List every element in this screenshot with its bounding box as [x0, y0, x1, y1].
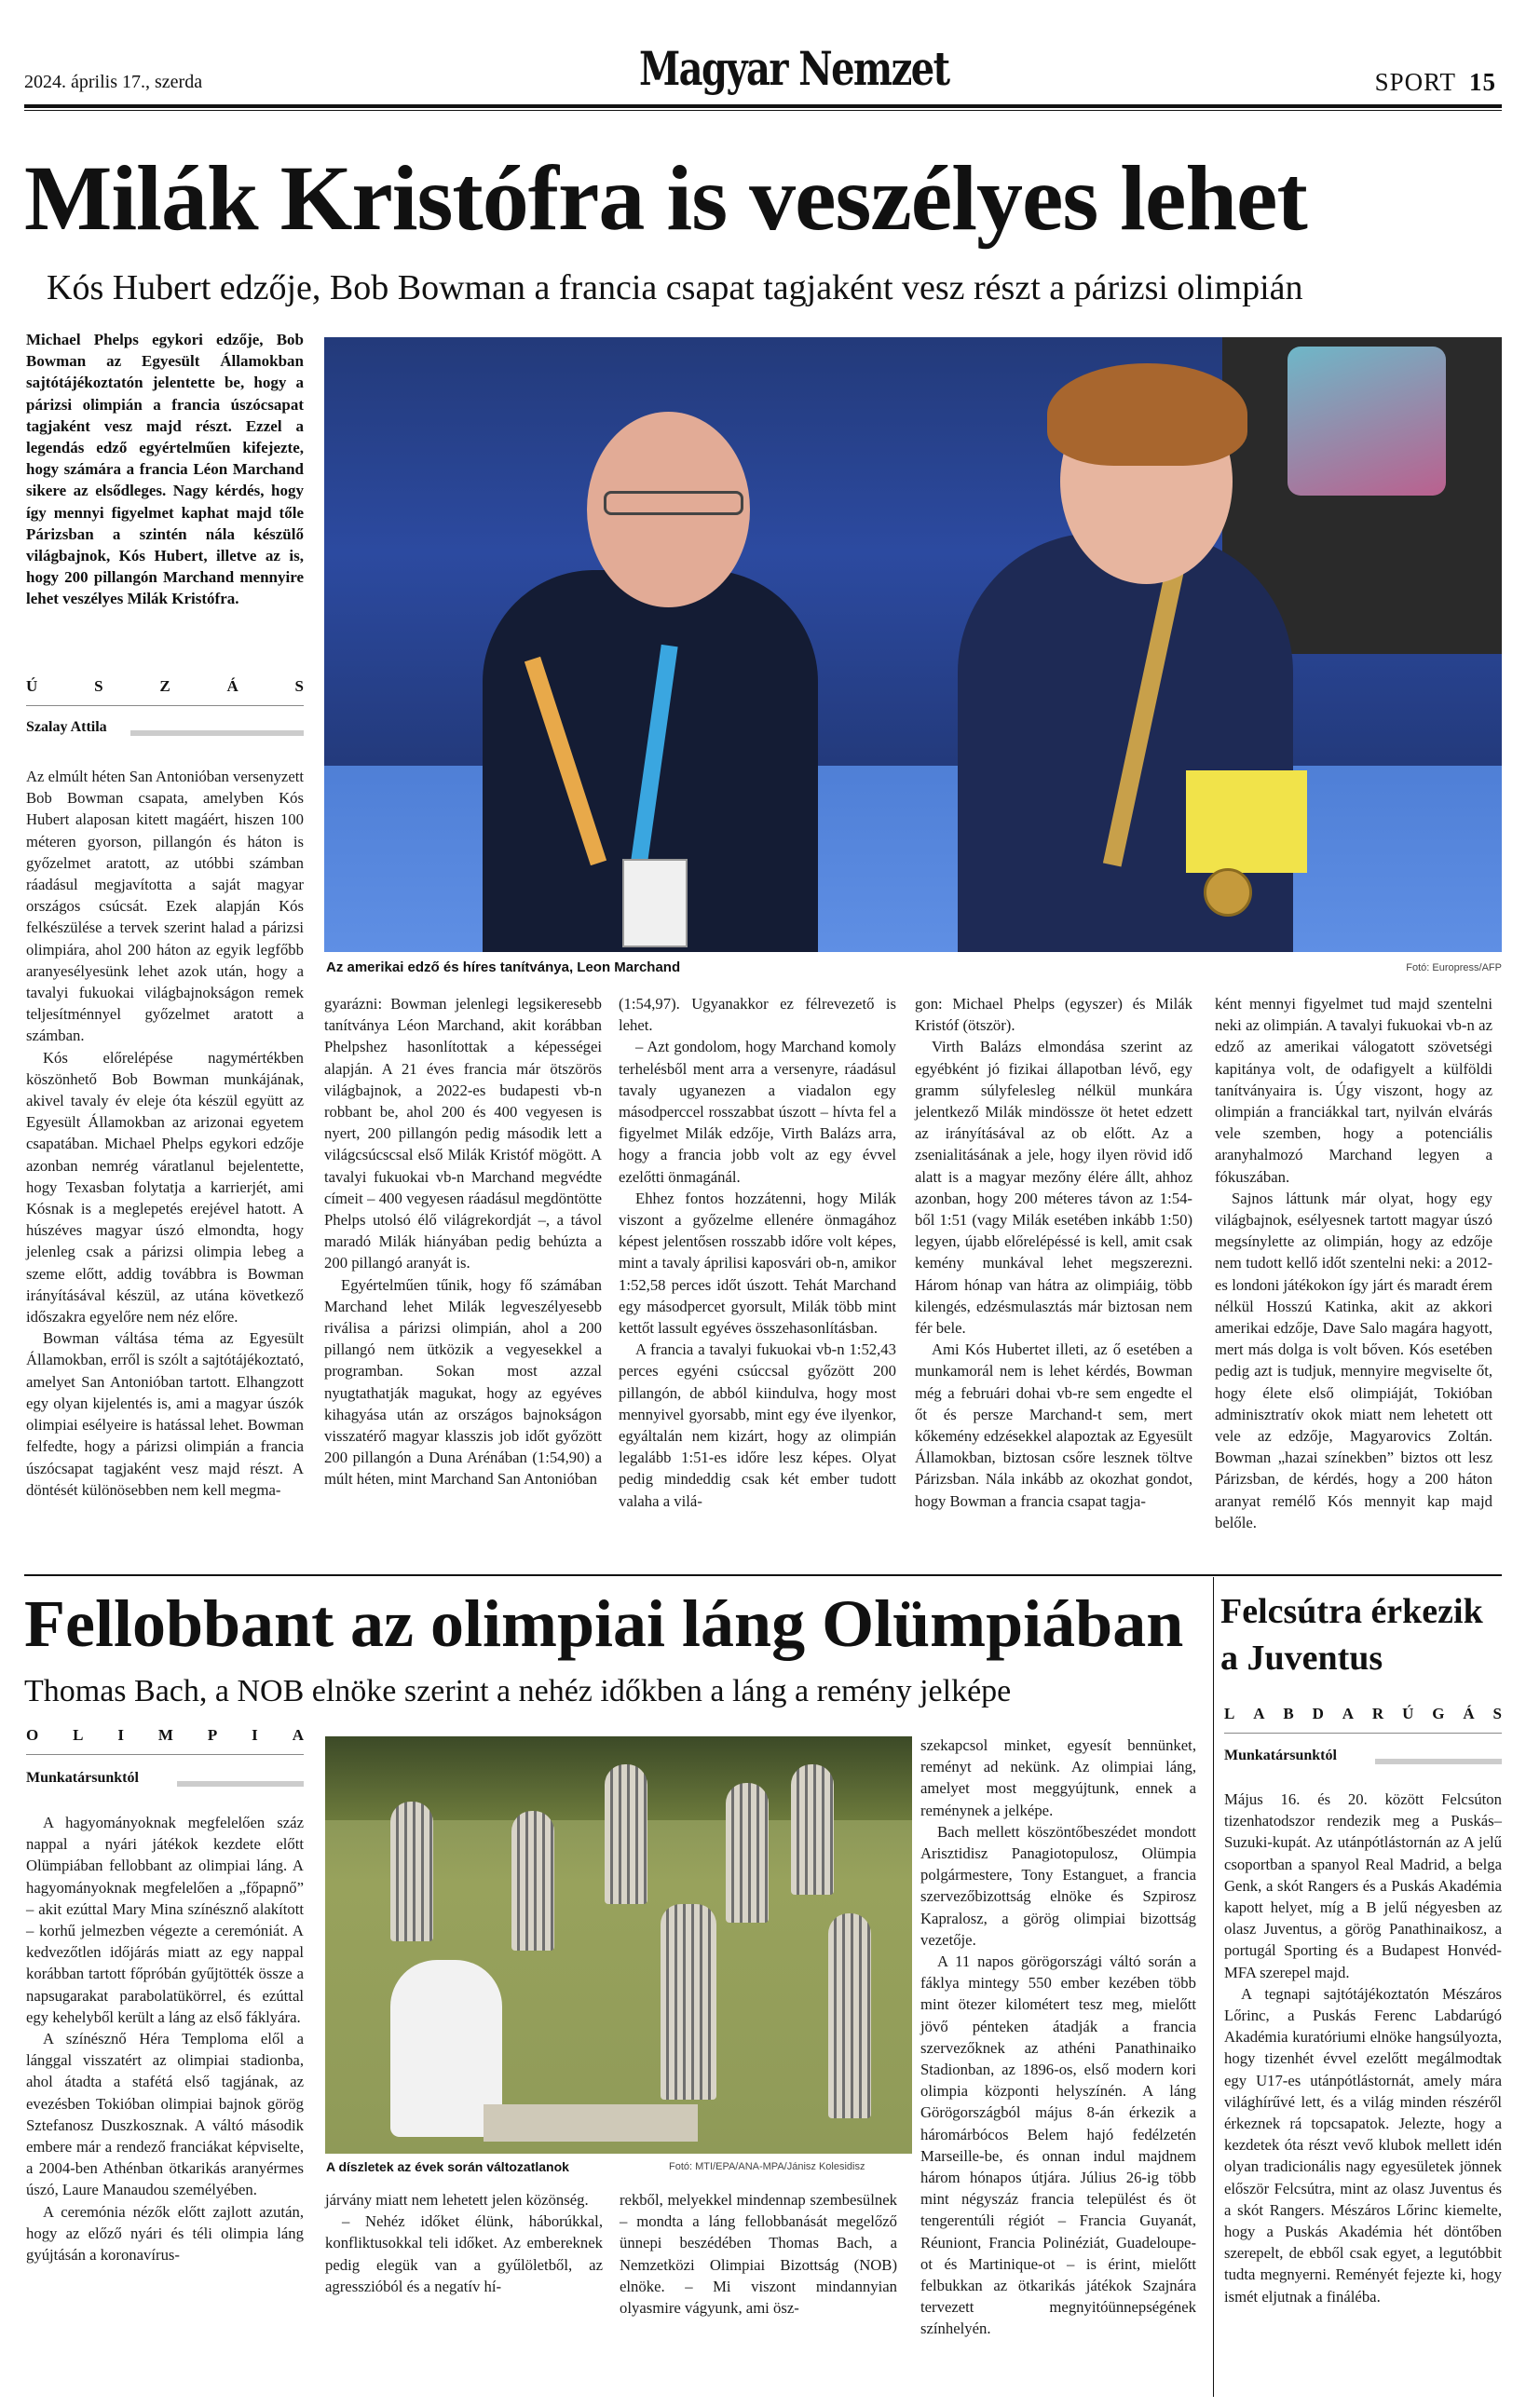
- story1-kicker: [26, 677, 304, 696]
- story1-byline: Szalay Attila: [26, 719, 107, 735]
- newspaper-logo: Magyar Nemzet: [639, 41, 949, 96]
- paragraph: Virth Balázs elmondása szerint az egyébként jó fizikai állapotban lévő, egy gramm súlyfelesleg nélkül munkára jelentkező Milák mindössze öt hetet edzett az irányításával az ob előtt. Az a zsenialitásának a jele, hogy ilyen rövid idő alatt is a magyar mezőny élére állt, ahhoz azonban, hogy 200 méteres távon az 1:54-ből 1:51 (vagy Milák esetében inkább 1:50) legyen, újabb előrelépéssé is kell, amit csak kemény munkával lehet megszerezni. Három hónap van hátra az olimpiáig, több kilengés, edzésmulasztás már biztosan nem fér bele.: [915, 1038, 1192, 1338]
- story2-subheadline: Thomas Bach, a NOB elnöke szerint a nehéz időkben a láng a remény jelképe: [24, 1674, 1012, 1708]
- kicker-letter: G: [1432, 1705, 1445, 1722]
- story2-column-2: [325, 2189, 603, 2297]
- paragraph: gon: Michael Phelps (egyszer) és Milák Kristóf (ötször).: [915, 995, 1192, 1035]
- byline-rule: [130, 730, 304, 736]
- story1-column-4: [915, 993, 1192, 1512]
- masthead-rule-thin: [24, 110, 1502, 111]
- story2-column-3: [620, 2189, 897, 2319]
- photo-priestess: [828, 1913, 871, 2118]
- photo-shirt-print: [1288, 347, 1446, 496]
- story1-column-1: [26, 766, 304, 1501]
- story1-photo-caption: Az amerikai edző és híres tanítványa, Leon Marchand: [326, 959, 681, 975]
- kicker-letter: M: [157, 1726, 173, 1744]
- story3-headline: Felcsútra érkezik a Juventus: [1220, 1592, 1483, 1678]
- photo-priestess: [390, 1802, 433, 1941]
- page-number: 15: [1469, 68, 1496, 96]
- paragraph: A tegnapi sajtótájékoztatón Mészáros Lőrinc, a Puskás Ferenc Labdarúgó Akadémia kuratóriumi elnöke hangsúlyozta, hogy tizenhét évvel ezelőtt megálmodtak egy U17-es utánpótlástornát, amely mára világhírűvé lett, és a világ minden részéről érkeznek rá topcsapatok. Jelezte, hogy a kezdetek óta részt vevő klubok mellett idén olyan tradicionális nagy egyesületek jönnek először Felcsútra, mint az olasz Juventus és a skót Rangers. Mészáros Lőrinc kiemelte, hogy a Puskás Akadémia hét döntőben szerepelt, de ebből csak egyet, a legutóbbit tudta megnyerni. Reményét fejezte ki, hogy ismét eljutnak a fináléba.: [1224, 1984, 1502, 2306]
- paragraph: Kós előrelépése nagymértékben köszönhető Bob Bowman munkájának, akivel tavaly év eleje óta készül együtt az Egyesült Államokban az arizonai egyetem csapatában. Michael Phelps egykori edzője azonban nemrég váratlanul bejelentette, hogy Texasban folytatja a karrierjét, ami Kósnak is a meglepetés erejével hatott. A húszéves magyar úszó elmondta, hogy jelenleg csak a párizsi olimpia lebeg a szeme előtt, addig továbbra is Bowman irányításával készül, az utána következő időszakra egyelőre nem néz előre.: [26, 1048, 304, 1326]
- story1-column-2: [324, 993, 602, 1490]
- kicker-letter: O: [26, 1726, 39, 1744]
- paragraph: Bowman váltása téma az Egyesült Államokban, erről is szólt a sajtótájékoztató, amelyet San Antonióban tartott. Elhangzott egy olyan kijelentés is, ami a magyar úszók olimpiai esélyeire is hatással lehet. Bowman felfedte, hogy a párizsi olimpián a francia úszócsapat tagjaként vesz majd részt. A döntését különösebben nem kell megma-: [26, 1329, 304, 1499]
- story1-column-5: [1215, 993, 1492, 1533]
- photo-bib: [1186, 770, 1307, 873]
- kicker-letter: B: [1283, 1705, 1294, 1722]
- section-header: [1375, 68, 1496, 97]
- paragraph: – Nehéz időket élünk, háborúkkal, konfliktusokkal teli időket. Az embereknek pedig elegük van a gyűlöletből, az agresszióból és a negatív hí-: [325, 2212, 603, 2295]
- kicker-letter: S: [1492, 1705, 1502, 1722]
- photo-high-priestess: [661, 1904, 716, 2100]
- paragraph: Az elmúlt héten San Antonióban versenyzett Bob Bowman csapata, amelyben Kós Hubert alaposan kitett magáért, hiszen 100 méteren gyorson, pillangón és háton is győzelmet aratott, az utóbbi számban ráadásul megjavította a saját magyar országos csúcsát. Ezek alapján Kós felkészülése a tervek szerint halad a párizsi olimpiára, ahol 200 háton az egyik legfőbb aranyesélyesünk lehet azok után, hogy a tavalyi fukuokai világbajnokságon remek teljesítménnyel győzelmet aratott a számban.: [26, 768, 304, 1045]
- photo-priestess: [605, 1764, 647, 1904]
- kicker-letter: I: [117, 1726, 125, 1744]
- paragraph: Május 16. és 20. között Felcsúton tizenhatodszor rendezik meg a Puskás–Suzuki-kupát. Az utánpótlástornán az A jelű csoportban a spanyol Real Madrid, a belga Genk, a skót Rangers és a Puskás Akadémia kapott helyet, míg a B jelű négyesben az olasz Juventus, a görög Panathinaikosz, a portugál Sporting és a Budapest Honvéd-MFA szerepel majd.: [1224, 1790, 1502, 1981]
- byline-rule: [177, 1781, 304, 1787]
- kicker-letter: P: [207, 1726, 218, 1744]
- paragraph: ként mennyi figyelmet tud majd szentelni neki az olimpián. A tavalyi fukuokai vb-n az edző az amerikai válogatott szövetségi kapitánya volt, de odafigyelt a külföldi tanítványaira is. Úgy viszont, hogy az olimpián a franciákkal tart, nyilván elvárás vele szemben, hogy a potenciális aranyhalmozó Marchand legyen a fókuszában.: [1215, 995, 1492, 1186]
- photo-accreditation-badge: [622, 859, 688, 947]
- kicker-rule: [26, 705, 304, 706]
- paragraph: Ehhez fontos hozzátenni, hogy Milák viszont a győzelme ellenére önmagához képest jelentősen rosszabb időre volt képes, mint a tavaly áprilisi kaposvári ob-n, amikor 1:52,58 perces időt úszott. Tehát Marchand egy másodpercet gyorsult, Milák több mint kettőt lassult egyéves összehasonlításban.: [619, 1189, 896, 1338]
- kicker-letter: L: [1224, 1705, 1235, 1722]
- paragraph: Sajnos láttunk már olyat, hogy egy világbajnok, esélyesnek tartott magyar úszó megsínylette az olimpián, hogy az edzője nem tudott kellő időt szentelni neki: a 2012-es londoni játékokon így járt és maradt érem nélkül Hosszú Katinka, akit az akkori amerikai edzője, Dave Salo magára hagyott, mert más dolga is volt bőven. Kós esetében pedig azt is tudjuk, mennyire megviselte őt, hogy élete első olimpiáját, Tokióban adminisztratív okok miatt nem lehetett ott vele az edzője, Magyarovics Zoltán. Bowman „hazai színekben” biztos ott lesz Párizsban, de kérdés, hogy a 200 háton aranyat remélő Kós mennyit kap majd belőle.: [1215, 1189, 1492, 1531]
- photo-priestess: [511, 1811, 554, 1951]
- story1-lead: Michael Phelps egykori edzője, Bob Bowman az Egyesült Államokban sajtótájékoztatón jelentette be, hogy a párizsi olimpián a francia úszócsapat tagjaként vesz majd részt. Ezzel a legendás edző egyértelműen kifejezte, hogy számára a francia Léon Marchand sikere az elsődleges. Nagy kérdés, hogy így mennyi figyelmet kaphat majd tőle Párizsban a szintén nála készülő világbajnok, Kós Hubert, illetve az is, hogy 200 pillangón Marchand mennyire lehet veszélyes Milák Kristófra.: [26, 331, 304, 608]
- issue-date: 2024. április 17., szerda: [24, 72, 203, 92]
- paragraph: Ami Kós Hubertet illeti, az ő esetében a munkamorál nem is lehet kérdés, Bowman még a februári dohai vb-re sem engedte el őt és persze Marchand-t sem, mert kőkemény edzésekkel alapoztak az Egyesült Államokban, biztosan csőre lesznek töltve Párizsban. Nála inkább az okozhat gondot, hogy Bowman a francia csapat tagja-: [915, 1340, 1192, 1510]
- kicker-letter: R: [1371, 1705, 1384, 1722]
- paragraph: szekapcsol minket, egyesít bennünket, reményt ad nekünk. Az olimpiai láng, amelyet most meggyújtunk, ennek a reménynek a jelképe.: [920, 1736, 1196, 1819]
- kicker-letter: Á: [1463, 1705, 1475, 1722]
- photo-altar: [484, 2104, 698, 2142]
- paragraph: – Azt gondolom, hogy Marchand komoly terhelésből ment arra a versenyre, ráadásul tavaly ugyanezen a viadalon egy másodperccel rosszabbat úszott – hívta fel a figyelmet Milák edzője, Virth Balázs arra, hogy a francia jobb volt az egy évvel ezelőtti önmagánál.: [619, 1038, 896, 1186]
- kicker-letter: S: [94, 677, 103, 695]
- story2-photo-caption: A díszletek az évek során változatlanok: [326, 2159, 569, 2174]
- story1-photo: [324, 337, 1502, 952]
- paragraph: A hagyományoknak megfelelően száz nappal a nyári játékok kezdete előtt Olümpiában fellobbant az olimpiai láng. A hagyományoknak megfelelően a „főpapnő” – akit ezúttal Mary Mina színésznő alakított – korhű jelmezben végezte a ceremóniát. A kedvezőtlen időjárás miatt az egy nappal korábban tartott főpróbán gyűjtötték össze a napsugarakat parabolatükörrel, és ezúttal egy kehelyből került a láng az első fáklyára.: [26, 1814, 304, 2026]
- kicker-letter: A: [1342, 1705, 1355, 1722]
- story2-kicker: [26, 1726, 304, 1745]
- column-divider: [1213, 1577, 1214, 2397]
- paragraph: gyarázni: Bowman jelenlegi legsikeresebb tanítványa Léon Marchand, akit korábban Phelpshez hasonlítottak a képességei alapján. A 21 éves francia már ötszörös világbajnok, a 2022-es budapesti vb-n robbant be, ahol 200 és 400 vegyesen is nyert, 200 pillangón pedig második lett a világcsúcscsal első Milák Kristóf mögött. A tavalyi fukuokai vb-n Marchand megvédte címeit – 400 vegyesen ráadásul megdöntötte Phelps utolsó élő világrekordját –, a távol maradó Milák hiányában pedig behúzta a 200 pillangó aranyát is.: [324, 995, 602, 1272]
- paragraph: A színésznő Héra Temploma elől a lánggal visszatért az olimpiai stadionba, ahol átadta a stafétá első tagjának, az evezésben Tokióban olimpiai bajnok görög Sztefanosz Duszkosznak. A váltó második embere már a rendező franciákat képviselte, a 2004-ben Athénban ötkarikás aranyérmes úszó, Laure Manaudou személyében.: [26, 2030, 304, 2199]
- story3-column-1: [1224, 1789, 1502, 2307]
- kicker-letter: I: [252, 1726, 258, 1744]
- paragraph: A 11 napos görögországi váltó során a fáklya mintegy 550 ember kezében több mint ötezer kilométert tesz meg, mielőtt jövő pénteken átadják a francia szervezőknek az athéni Panathinaiko Stadionban, az 1896-os, első modern kori olimpia központi helyszínén. A láng Görögországból május 8-án érkezik a háromárbócos Belem hajó fedélzetén Marseille-be, és onnan indul majdnem három hónapos útjára. Július 26-ig több mint négyszáz francia települést és öt tengerentúli régiót – Francia Guyanát, Réuniont, Francia Polinéziát, Guadeloupe-ot és Martinique-ot – is érint, mielőtt felbukkan az ötkarikás játékok Szajnára tervezett megnyitóünnepségének színhelyén.: [920, 1952, 1196, 2338]
- photo-glasses: [604, 491, 743, 515]
- byline-rule: [1375, 1759, 1502, 1764]
- paragraph: (1:54,97). Ugyanakkor ez félrevezető is lehet.: [619, 995, 896, 1035]
- paragraph: Egyértelműen tűnik, hogy fő számában Marchand lehet Milák legveszélyesebb riválisa a párizsi olimpián, ahol a 200 pillangó nem ütközik a vegyesekkel a programban. Sokan most azzal nyugtathatják magukat, hogy az egyéves kihagyása után az országos bajnokságon visszatérő magyar klasszis job időt győzött 200 pillangón a Duna Arénában (1:54,90) a múlt héten, mint Marchand San Antonióban: [324, 1275, 602, 1489]
- kicker-letter: Á: [226, 677, 238, 695]
- kicker-rule: [26, 1754, 304, 1755]
- photo-swimmer-hair: [1047, 363, 1247, 466]
- kicker-letter: Ú: [1402, 1705, 1414, 1722]
- story1-subheadline: Kós Hubert edzője, Bob Bowman a francia csapat tagjaként vesz részt a párizsi olimpián: [47, 268, 1303, 307]
- kicker-letter: Ú: [26, 677, 38, 695]
- story1-headline: Milák Kristófra is veszélyes lehet: [24, 146, 1307, 250]
- kicker-letter: S: [294, 677, 304, 695]
- story-divider: [24, 1574, 1502, 1576]
- paragraph: A ceremónia nézők előtt zajlott azután, hogy az előző nyári és téli olimpia láng gyújtásán a koronavírus-: [26, 2202, 304, 2265]
- story3-byline: Munkatársunktól: [1224, 1748, 1337, 1763]
- kicker-letter: D: [1312, 1705, 1324, 1722]
- kicker-letter: Z: [159, 677, 170, 695]
- paragraph: Bach mellett köszöntőbeszédet mondott Arisztidisz Panagiotopulosz, Olümpia polgármestere, Tony Estanguet, a francia szervezőbizottság elnöke és Szpirosz Kapralosz, a görög olimpiai bizottság vezetője.: [920, 1822, 1196, 1949]
- photo-priestess: [726, 1783, 769, 1923]
- story2-photo-credit: Fotó: MTI/EPA/ANA-MPA/Jánisz Kolesidisz: [669, 2161, 865, 2172]
- kicker-rule: [1224, 1733, 1502, 1734]
- paragraph: járvány miatt nem lehetett jelen közönség.: [325, 2191, 589, 2209]
- masthead-rule: [24, 104, 1502, 108]
- kicker-letter: A: [1253, 1705, 1265, 1722]
- photo-medal: [1204, 868, 1252, 917]
- story3-kicker: [1224, 1705, 1502, 1723]
- story2-byline: Munkatársunktól: [26, 1770, 139, 1786]
- section-name: SPORT: [1374, 68, 1456, 96]
- story2-photo: [325, 1736, 912, 2154]
- kicker-letter: A: [292, 1726, 304, 1744]
- paragraph: rekből, melyekkel mindennap szembesülnek – mondta a láng fellobbanását megelőző ünnepi beszédében Thomas Bach, a Nemzetközi Olimpiai Bizottság (NOB) elnöke. – Mi viszont mindannyian olyasmire vágyunk, ami ösz-: [620, 2191, 897, 2318]
- story2-headline: Fellobbant az olimpiai láng Olümpiában: [24, 1586, 1184, 1661]
- story2-column-4: [920, 1735, 1196, 2340]
- story1-column-3: [619, 993, 896, 1512]
- paragraph: A francia a tavalyi fukuokai vb-n 1:52,43 perces egyéni csúccsal győzött 200 pillangón, de abból kiindulva, hogy most mennyivel gyorsabb, mint egy éve ilyenkor, egyáltalán nem kizárt, hogy az olimpián legalább 1:51-es időre lesz képes. Olyat pedig mindeddig csak két ember tudott valaha a vilá-: [619, 1340, 896, 1510]
- kicker-letter: L: [73, 1726, 84, 1744]
- story2-column-1: [26, 1812, 304, 2265]
- story1-photo-credit: Fotó: Europress/AFP: [1406, 962, 1502, 973]
- photo-priestess: [791, 1764, 834, 1895]
